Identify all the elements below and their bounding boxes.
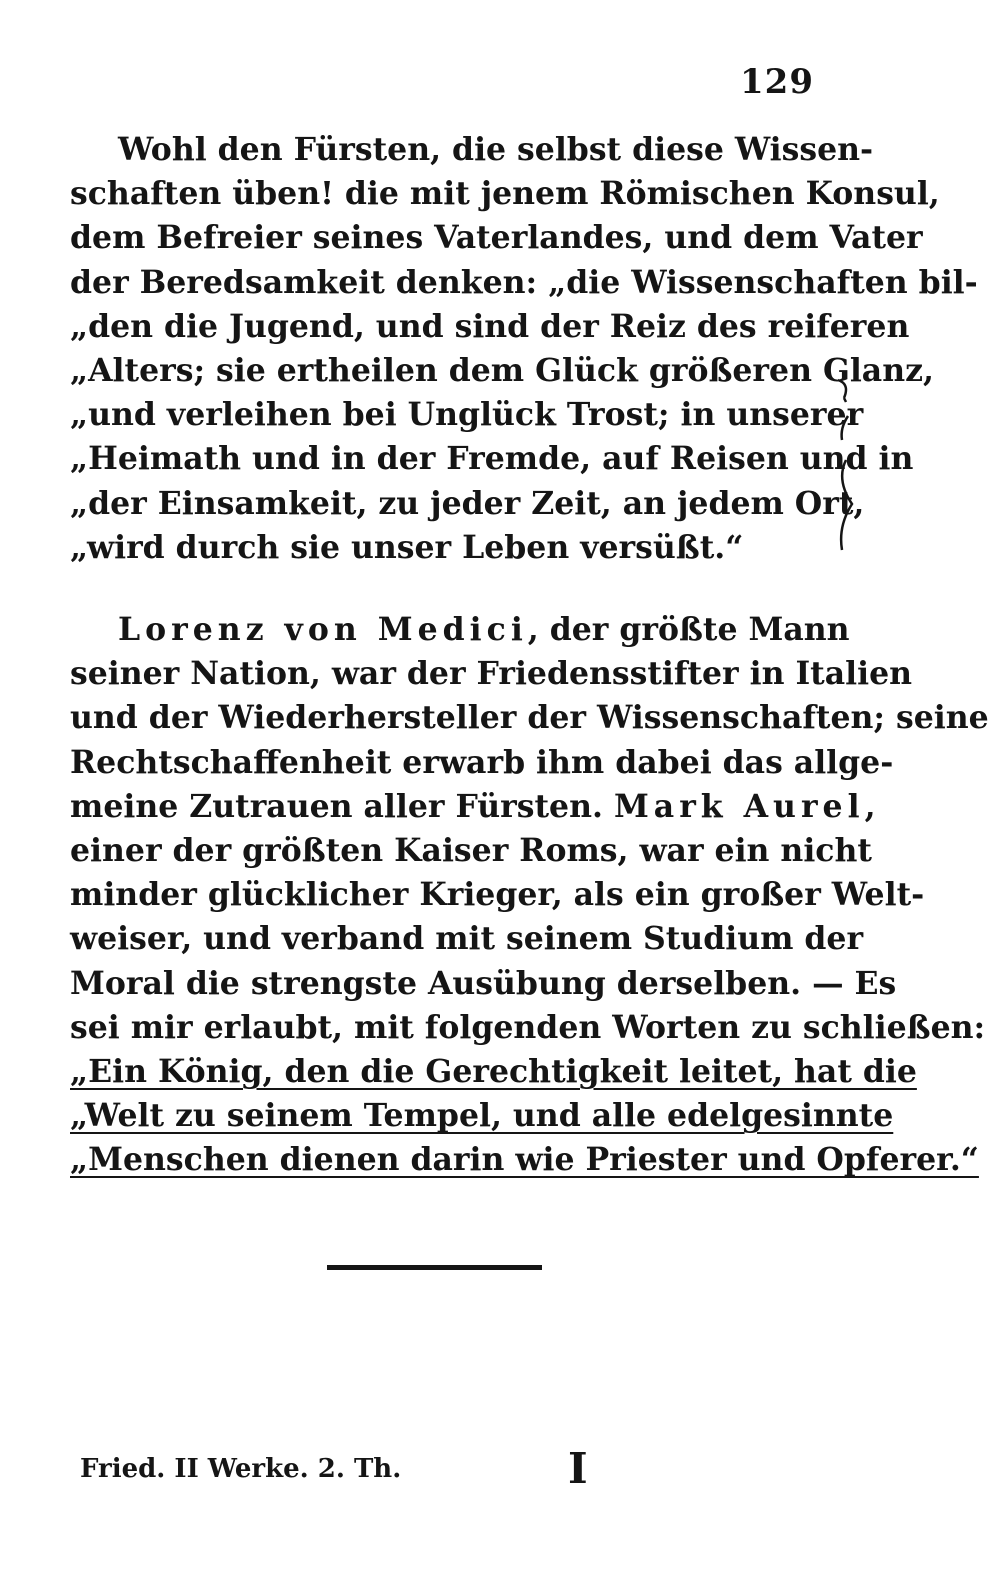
underlined-quote: „Menschen dienen darin wie Priester und Opferer.“ bbox=[70, 1141, 979, 1179]
text-line: der Beredsamkeit denken: „die Wissenschaften bil- bbox=[70, 263, 978, 301]
text-line: „wird durch sie unser Leben versüßt.“ bbox=[70, 528, 744, 566]
text-line: schaften üben! die mit jenem Römischen Konsul, bbox=[70, 175, 940, 213]
underlined-quote: „Ein König, den die Gerechtigkeit leitet, hat die bbox=[70, 1052, 917, 1090]
name-lorenz-von-medici: Lorenz von Medici bbox=[118, 611, 528, 648]
text-line: sei mir erlaubt, mit folgenden Worten zu schließen: bbox=[70, 1008, 986, 1046]
text-line: minder glücklicher Krieger, als ein großer Welt- bbox=[70, 876, 925, 914]
gathering-mark: I bbox=[568, 1444, 588, 1493]
page-number: 129 bbox=[740, 62, 814, 102]
text-line bbox=[70, 1094, 894, 1138]
text-line: „Alters; sie ertheilen dem Glück größeren Glanz, bbox=[70, 351, 934, 389]
text-line bbox=[70, 608, 850, 652]
text-line: dem Befreier seines Vaterlandes, und dem Vater bbox=[70, 219, 923, 257]
name-mark-aurel: Mark Aurel bbox=[613, 787, 865, 825]
text-span: meine Zutrauen aller Fürsten. bbox=[70, 787, 614, 825]
text-span: , der größte Mann bbox=[527, 611, 850, 648]
paragraph-1 bbox=[70, 128, 978, 570]
text-line: Moral die strengste Ausübung derselben. — Es bbox=[70, 964, 897, 1002]
margin-bracket-mark bbox=[832, 376, 860, 554]
text-line: seiner Nation, war der Friedensstifter in Italien bbox=[70, 655, 913, 693]
text-line: weiser, und verband mit seinem Studium der bbox=[70, 920, 864, 958]
paragraph-2 bbox=[70, 608, 989, 1182]
text-line: und der Wiederhersteller der Wissenschaften; seine bbox=[70, 699, 989, 737]
text-line bbox=[70, 1138, 979, 1182]
text-line: „und verleihen bei Unglück Trost; in unserer bbox=[70, 396, 864, 434]
text-line: einer der größten Kaiser Roms, war ein nicht bbox=[70, 831, 872, 869]
signature-mark: Fried. II Werke. 2. Th. bbox=[80, 1454, 402, 1484]
text-line: „Heimath und in der Fremde, auf Reisen und in bbox=[70, 440, 914, 478]
text-line: Wohl den Fürsten, die selbst diese Wissen- bbox=[118, 131, 874, 168]
underlined-quote: „Welt zu seinem Tempel, und alle edelgesinnte bbox=[70, 1097, 894, 1135]
text-line: „den die Jugend, und sind der Reiz des reiferen bbox=[70, 307, 910, 345]
text-line bbox=[70, 1050, 917, 1094]
text-line: Rechtschaffenheit erwarb ihm dabei das allge- bbox=[70, 743, 894, 781]
text-line bbox=[70, 785, 876, 829]
section-end-rule bbox=[327, 1265, 542, 1270]
text-span: , bbox=[864, 787, 876, 825]
text-line: „der Einsamkeit, zu jeder Zeit, an jedem Ort, bbox=[70, 484, 865, 522]
